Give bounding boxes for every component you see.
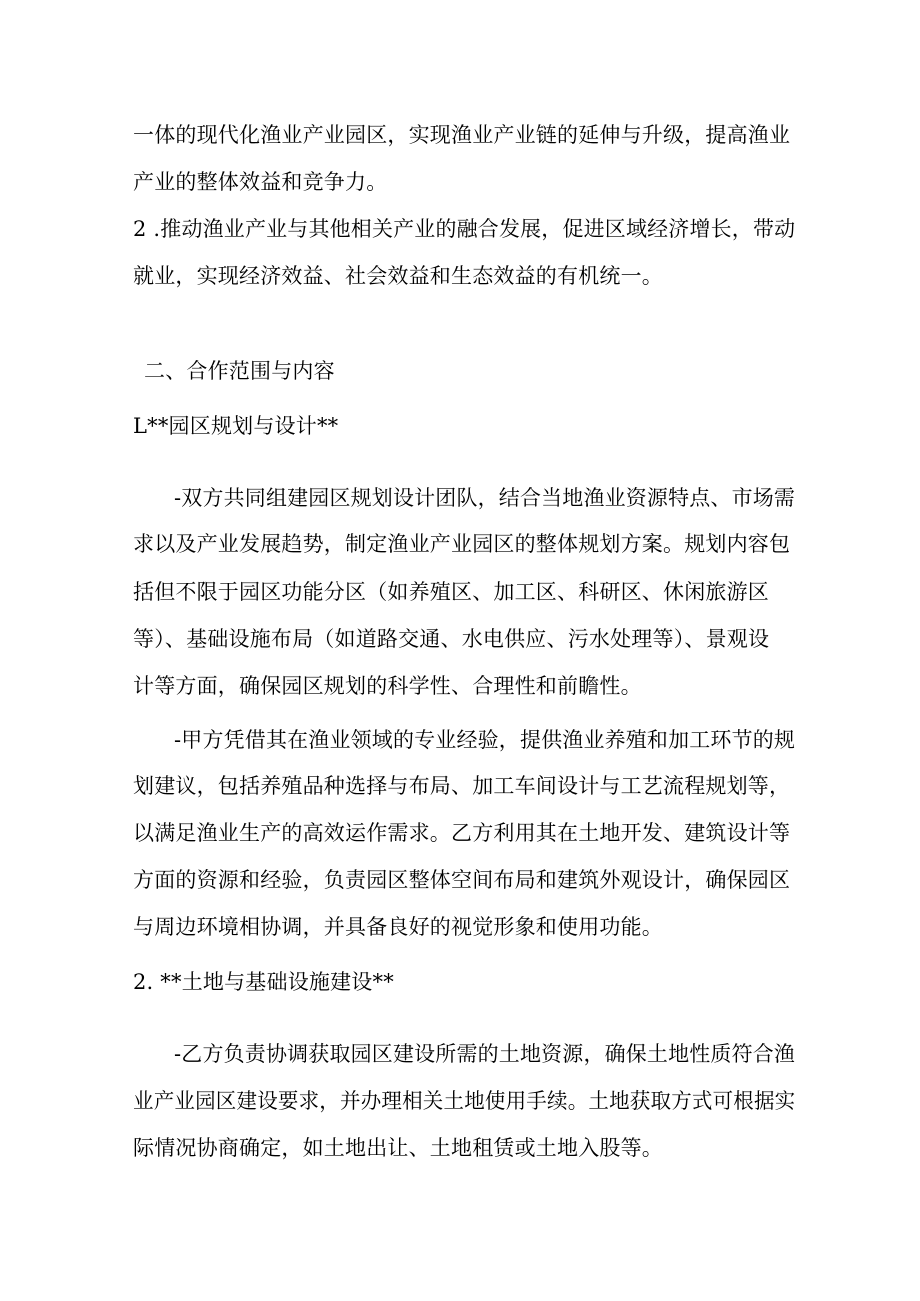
bullet-3-line-3: 际情况协商确定，如土地出让、土地租赁或土地入股等。 bbox=[133, 1136, 663, 1160]
section-heading: 二、合作范围与内容 bbox=[144, 359, 335, 383]
bullet-2-line-3: 以满足渔业生产的高效运作需求。乙方利用其在土地开发、建筑设计等 bbox=[133, 821, 791, 845]
bullet-1-line-4: 等）、基础设施布局（如道路交通、水电供应、污水处理等）、景观设 bbox=[133, 627, 770, 651]
paragraph-line-2: 产业的整体效益和竞争力。 bbox=[133, 170, 388, 194]
bullet-2-line-5: 与周边环境相协调，并具备良好的视觉形象和使用功能。 bbox=[133, 915, 663, 939]
bullet-1-line-5: 计等方面，确保园区规划的科学性、合理性和前瞻性。 bbox=[133, 674, 642, 698]
list-item-2-line-2: 就业，实现经济效益、社会效益和生态效益的有机统一。 bbox=[133, 264, 663, 288]
subsection-heading-2: 2. **土地与基础设施建设** bbox=[133, 970, 394, 994]
bullet-1-line-1: -双方共同组建园区规划设计团队，结合当地渔业资源特点、市场需 bbox=[174, 486, 796, 510]
bullet-2-line-1: -甲方凭借其在渔业领域的专业经验，提供渔业养殖和加工环节的规 bbox=[174, 728, 796, 752]
subsection-heading-1: L**园区规划与设计** bbox=[133, 414, 339, 438]
list-item-2-line-1: 2 .推动渔业产业与其他相关产业的融合发展，促进区域经济增长，带动 bbox=[133, 217, 796, 241]
paragraph-line-1: 一体的现代化渔业产业园区，实现渔业产业链的延伸与升级，提高渔业 bbox=[133, 123, 791, 147]
bullet-3-line-2: 业产业园区建设要求，并办理相关土地使用手续。土地获取方式可根据实 bbox=[133, 1089, 796, 1113]
bullet-2-line-4: 方面的资源和经验，负责园区整体空间布局和建筑外观设计，确保园区 bbox=[133, 868, 791, 892]
bullet-2-line-2: 划建议，包括养殖品种选择与布局、加工车间设计与工艺流程规划等， bbox=[133, 774, 791, 798]
bullet-1-line-3: 括但不限于园区功能分区（如养殖区、加工区、科研区、休闲旅游区 bbox=[133, 580, 769, 604]
bullet-3-line-1: -乙方负责协调获取园区建设所需的土地资源，确保土地性质符合渔 bbox=[174, 1042, 796, 1066]
bullet-1-line-2: 求以及产业发展趋势，制定渔业产业园区的整体规划方案。规划内容包 bbox=[133, 532, 791, 556]
